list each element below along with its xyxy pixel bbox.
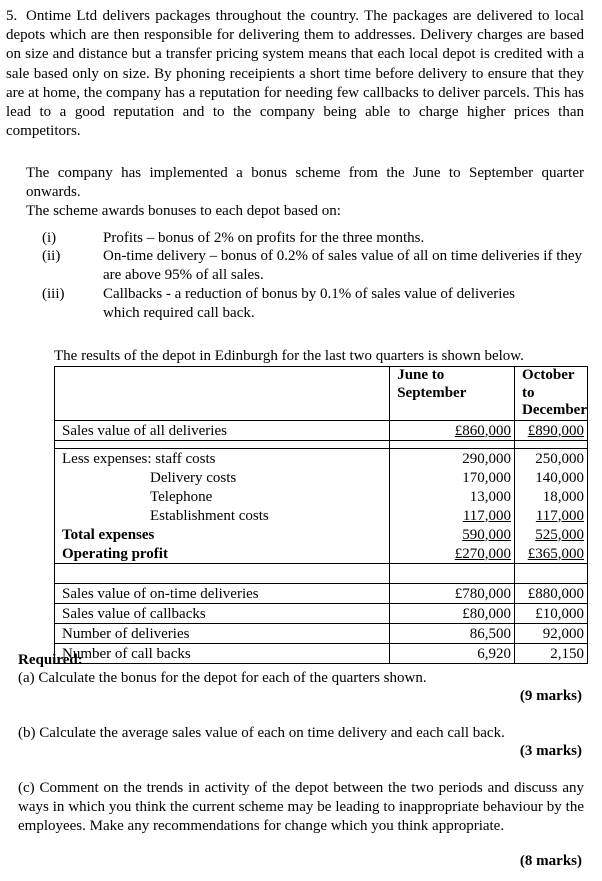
criterion-number: (iii) [42,286,65,302]
part-a-marks: (9 marks) [519,688,582,704]
question-number: 5. [6,8,18,24]
table-header-row [55,367,588,421]
criterion-text: Profits – bonus of 2% on profits for the three months. [103,230,425,246]
results-table [54,366,588,664]
table-row: Delivery costs 170,000 140,000 [55,468,588,487]
table-row: Operating profit £270,000 £365,000 [55,544,588,564]
criterion-number: (ii) [42,248,61,264]
table-row: Sales value of all deliveries £860,000 £890,000 [55,420,588,440]
table-row: Sales value of callbacks £80,000 £10,000 [55,603,588,623]
part-c-marks: (8 marks) [519,853,582,869]
criterion-1 [0,229,602,249]
part-b-text: (b) Calculate the average sales value of each on time delivery and each call back. [18,725,505,741]
question-intro [6,7,584,141]
table-row: Number of deliveries 86,500 92,000 [55,623,588,643]
table-row: Sales value of on-time deliveries £780,000 £880,000 [55,583,588,603]
table-caption: The results of the depot in Edinburgh for the last two quarters is shown below. [54,348,524,364]
table-row: Telephone 13,000 18,000 [55,487,588,506]
criterion-text: On-time delivery – bonus of 0.2% of sales value of all on time deliveries if they are above 95% of all sales. [103,248,583,283]
table-row: Establishment costs 117,000 117,000 [55,506,588,525]
scheme-line-2: The scheme awards bonuses to each depot based on: [26,203,341,219]
criterion-2 [0,247,602,285]
table-row: Number of call backs 6,920 2,150 [55,643,588,663]
criterion-number: (i) [42,230,57,246]
required-heading: Required: [18,652,83,668]
criterion-3 [0,285,602,323]
part-b-marks: (3 marks) [519,743,582,759]
intro-text: Ontime Ltd delivers packages throughout the country. The packages are delivered to local depots which are then responsible for delivering them to addresses. Delivery charges are based on size and distance but a transfer pricing system means that each local depot is credited with a sale based only on size. By phoning receipients a short time before delivery to ensure that they are at home, the company has a reputation for needing few callbacks to deliver parcels. This has lead to a good reputation and to the company being able to charge higher prices than competitors. [6,8,584,140]
col-header-q2: October to December [515,367,588,421]
part-c-text: (c) Comment on the trends in activity of the depot between the two periods and discuss any ways in which you think the current scheme may be leading to inappropriate behaviour by the employees. Make any recommendations for change which you think appropriate. [18,780,584,835]
table-row: Total expenses 590,000 525,000 [55,525,588,544]
part-a-text: (a) Calculate the bonus for the depot for each of the quarters shown. [18,670,427,686]
table-row: Less expenses: staff costs 290,000 250,000 [55,448,588,468]
scheme-line-1: The company has implemented a bonus scheme from the June to September quarter onwards. [26,165,584,201]
col-header-q1: June to September [390,367,515,421]
criterion-text: Callbacks - a reduction of bonus by 0.1% of sales value of deliveries which required call back. [103,286,515,321]
